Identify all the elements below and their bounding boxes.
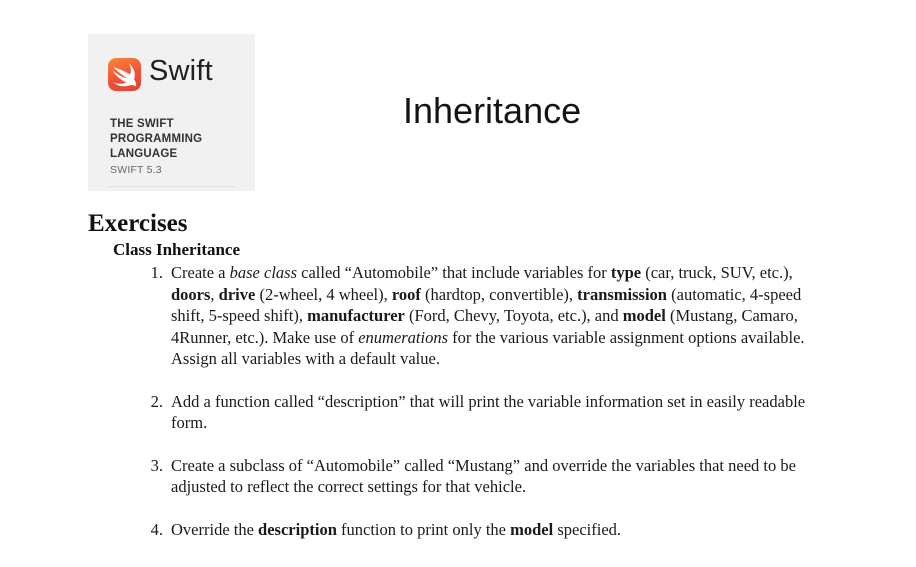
text-run: for the various variable assignment options available. Assign all variables with a default value. (171, 327, 805, 368)
exercise-number: 4. (150, 519, 163, 539)
keyword-type: type (610, 263, 642, 282)
exercise-text (171, 392, 805, 433)
swift-wordmark: Swift (149, 55, 213, 87)
exercise-number: 1. (150, 263, 163, 282)
text-run: (car, truck, SUV, etc.), (641, 263, 793, 282)
exercise-text (171, 263, 805, 368)
emphasis-term: enumerations (358, 327, 449, 347)
text-run: Add a function called “description” that will print the variable information set in easily readable form. (171, 391, 806, 432)
exercise-item (150, 391, 811, 434)
book-title-line: THE SWIFT (110, 118, 174, 130)
keyword-model: model (510, 519, 554, 539)
section-heading: Exercises (88, 210, 188, 237)
text-run: (Mustang, Camaro, 4Runner, etc.). Make use of (171, 306, 798, 347)
exercise-item (150, 519, 811, 541)
book-version: SWIFT 5.3 (110, 164, 162, 176)
exercise-number: 2. (150, 391, 163, 411)
text-run: Override the (171, 519, 259, 539)
keyword-doors: doors (171, 284, 211, 304)
text-run: , (210, 284, 219, 304)
keyword-manufacturer: manufacturer (307, 306, 405, 325)
exercise-text (171, 456, 796, 497)
keyword-model: model (622, 306, 666, 325)
text-run: function to print only the (336, 519, 511, 539)
page-title: Inheritance (403, 90, 582, 131)
text-run: Create a subclass of “Automobile” called “Mustang” and override the variables that need to be adjusted to reflect the correct settings for that vehicle. (171, 455, 796, 496)
subsection-heading: Class Inheritance (113, 240, 241, 259)
keyword-roof: roof (391, 284, 421, 304)
swift-bird-icon (108, 58, 141, 91)
text-run: (Ford, Chevy, Toyota, etc.), and (404, 306, 623, 325)
text-run: specified. (553, 519, 622, 539)
book-title-line: LANGUAGE (110, 148, 178, 160)
text-run: (automatic, 4-speed shift, 5-speed shift), (171, 284, 802, 325)
keyword-description: description (258, 519, 337, 539)
book-title-line: PROGRAMMING (110, 133, 203, 145)
keyword-transmission: transmission (577, 284, 667, 304)
cover-divider (108, 186, 235, 187)
book-title (110, 117, 202, 162)
keyword-drive: drive (218, 284, 256, 304)
exercise-list (150, 262, 811, 540)
swift-book-cover (88, 34, 255, 191)
exercise-item (150, 455, 811, 498)
text-run: Create a (171, 263, 230, 282)
exercise-item (150, 262, 811, 370)
text-run: called “Automobile” that include variables for (297, 263, 611, 282)
text-run: (2-wheel, 4 wheel), (255, 284, 392, 304)
exercise-number: 3. (150, 455, 163, 475)
exercise-text (171, 520, 621, 539)
emphasis-term: base class (229, 263, 298, 282)
text-run: (hardtop, convertible), (420, 284, 578, 304)
